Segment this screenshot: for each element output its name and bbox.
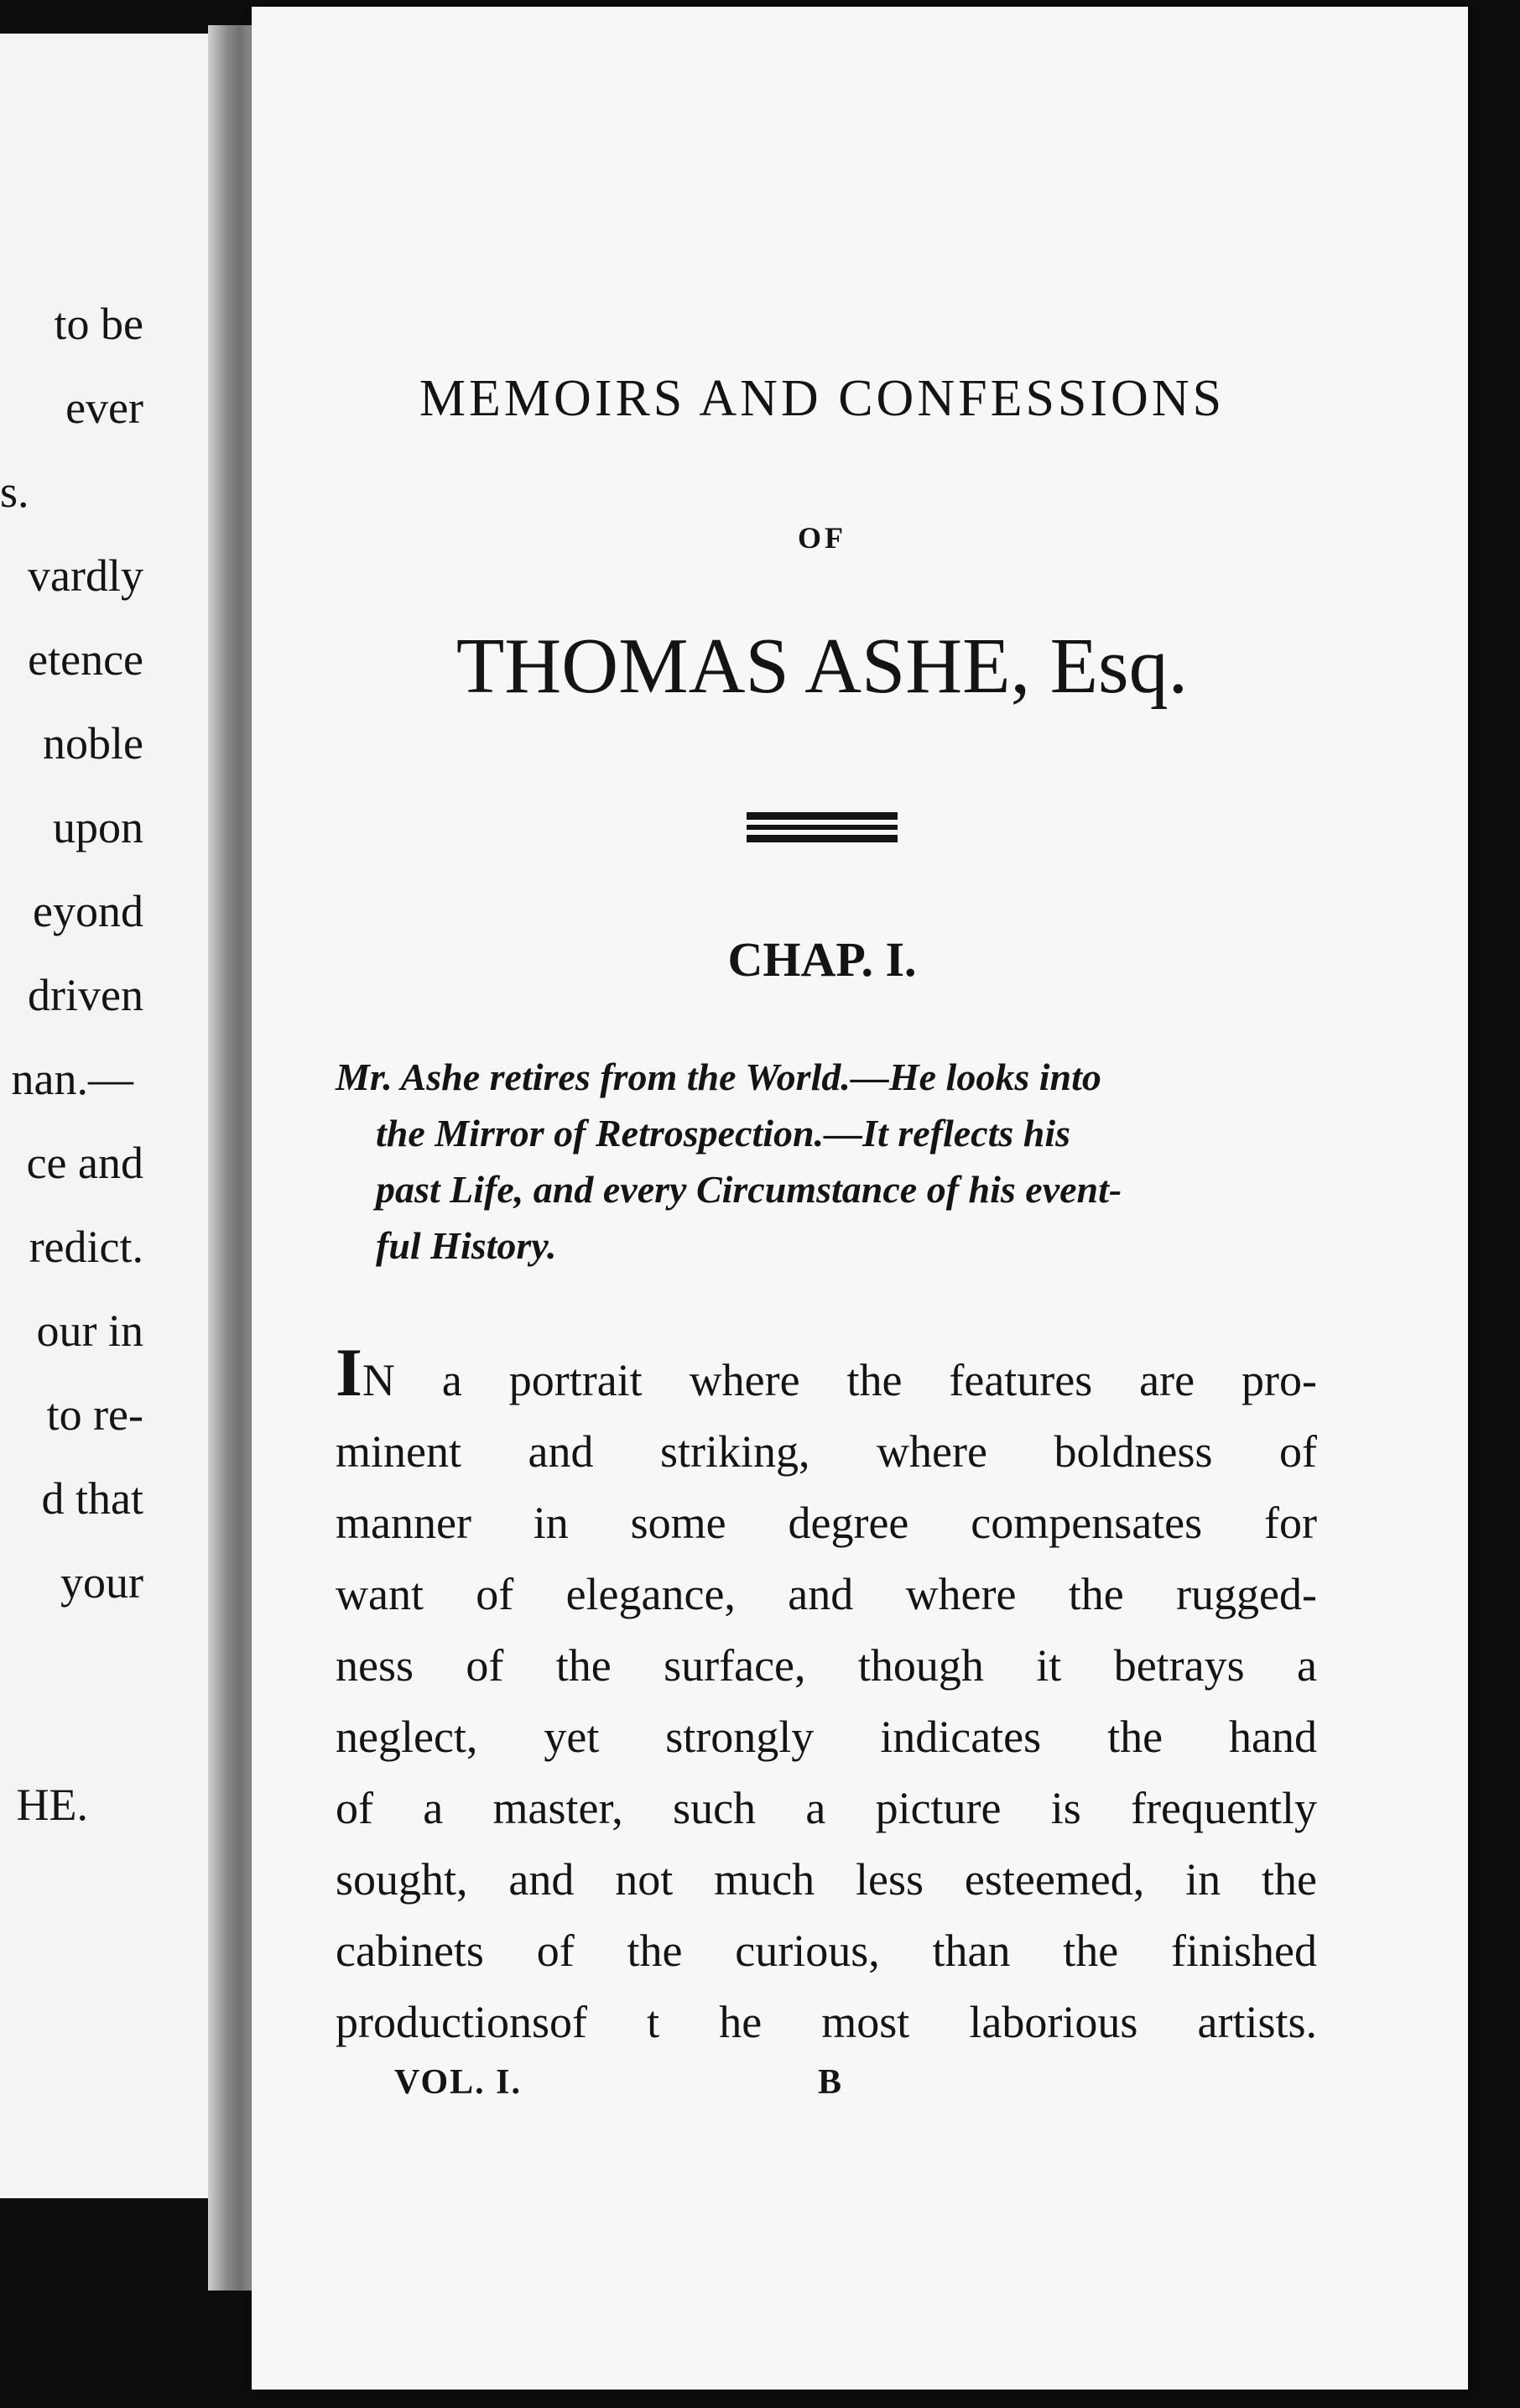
facing-page-left — [0, 34, 214, 2198]
left-page-line: redict. — [29, 1222, 143, 1272]
summary-line: Mr. Ashe retires from the World.—He looks into — [336, 1055, 1101, 1098]
body-line: ness of the surface, though it betrays a — [336, 1640, 1317, 1691]
body-line: of a master, such a picture is frequently — [336, 1783, 1317, 1833]
body-line: want of elegance, and where the rugged- — [336, 1569, 1317, 1619]
summary-line: the Mirror of Retrospection.—It reflects his — [376, 1112, 1071, 1154]
left-page-line: upon — [53, 802, 143, 852]
author-name: THOMAS ASHE, Esq. — [455, 623, 1189, 710]
body-line — [336, 1334, 1317, 1416]
left-page-line: s. — [0, 466, 29, 517]
left-page-line: eyond — [33, 886, 143, 936]
body-paragraph — [336, 1334, 1317, 2058]
summary-line: ful History. — [376, 1224, 557, 1267]
body-line: manner in some degree compensates for — [336, 1498, 1317, 1548]
chapter-heading: CHAP. I. — [727, 932, 917, 987]
drop-cap: I — [336, 1334, 362, 1410]
body-line: neglect, yet strongly indicates the hand — [336, 1712, 1317, 1762]
body-line: productionsof t he most laborious artists. — [336, 1997, 1317, 2047]
volume-footer: VOL. I. — [394, 2063, 523, 2102]
left-page-line: HE. — [16, 1780, 88, 1830]
body-line: sought, and not much less esteemed, in the — [336, 1854, 1317, 1905]
left-page-line: noble — [43, 718, 143, 769]
ornamental-rule-middle — [747, 825, 898, 830]
left-page-line: our in — [36, 1306, 143, 1356]
left-page-line: d that — [41, 1473, 143, 1524]
ornamental-rule-top — [747, 812, 898, 820]
left-page-line: ever — [65, 383, 143, 433]
ornamental-rule-bottom — [747, 835, 898, 842]
book-title: MEMOIRS AND CONFESSIONS — [419, 370, 1226, 427]
signature-mark: B — [818, 2063, 842, 2102]
left-page-line: nan.— — [11, 1054, 133, 1104]
summary-line: past Life, and every Circumstance of his event- — [376, 1168, 1122, 1211]
left-page-line: vardly — [28, 550, 143, 601]
body-line-text: N a portrait where the features are pro- — [362, 1355, 1317, 1405]
chapter-summary — [336, 1049, 1317, 1274]
left-page-line: driven — [28, 970, 143, 1020]
left-page-line: your — [60, 1557, 143, 1608]
left-page-line: ce and — [26, 1138, 143, 1188]
body-line: cabinets of the curious, than the finished — [336, 1926, 1317, 1976]
left-page-line: to be — [54, 299, 143, 349]
left-page-line: to re- — [46, 1389, 143, 1440]
left-page-line: etence — [28, 634, 143, 685]
body-line: minent and striking, where boldness of — [336, 1426, 1317, 1477]
title-connector: OF — [798, 521, 846, 555]
